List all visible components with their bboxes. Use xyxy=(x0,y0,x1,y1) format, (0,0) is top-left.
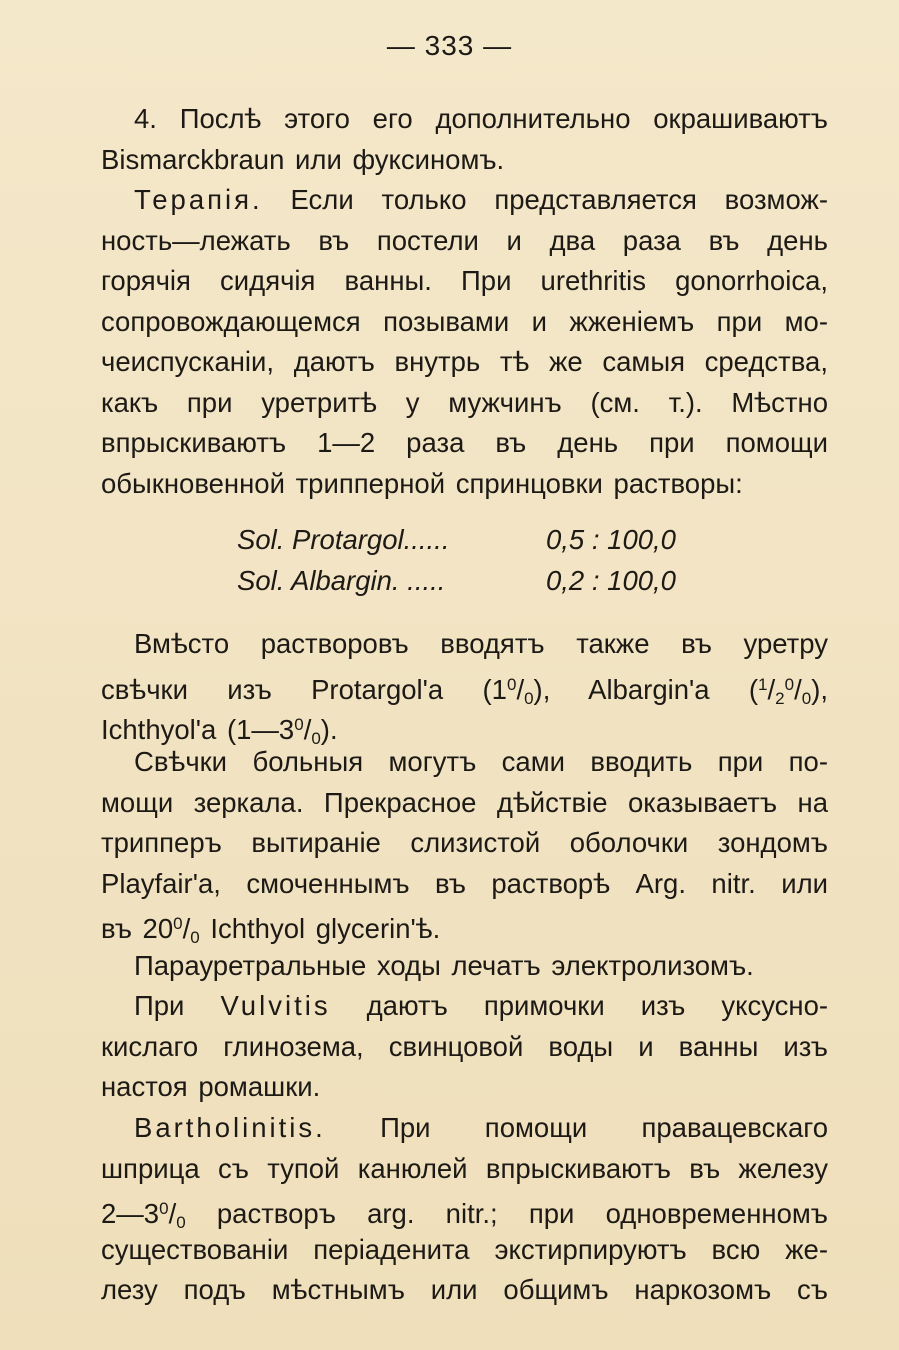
text-line: При Vulvitis даютъ примочки изъ уксусно- xyxy=(134,990,829,1021)
page-number: — 333 — xyxy=(386,30,513,61)
text-line: Терапія. Если только представляется возмож- xyxy=(134,184,829,215)
paragraph-paraurethral xyxy=(101,946,828,987)
prescription-row xyxy=(0,520,899,561)
section-heading: Терапія. xyxy=(134,184,263,215)
text-line: Парауретральные ходы лечатъ электролизомъ. xyxy=(134,950,754,981)
paragraph-staining xyxy=(101,99,828,180)
paragraph-bartholinitis xyxy=(101,1108,828,1311)
text-line: чеиспусканіи, даютъ внутрь тѣ же самыя средства, xyxy=(101,346,828,377)
paragraph-vulvitis xyxy=(101,986,828,1108)
prescription-list xyxy=(0,520,899,601)
prescription-value: 0,5 : 100,0 xyxy=(546,524,676,555)
prescription-value: 0,2 : 100,0 xyxy=(546,564,676,596)
text-line: Вмѣсто растворовъ вводятъ также въ уретру xyxy=(134,628,828,659)
text-line: Ichthyol'a $(1—3^0/_0)$. xyxy=(101,714,338,748)
text-line: ность—лежать въ постели и два раза въ день xyxy=(101,224,828,256)
text-line: сопровождающемся позывами и жженіемъ при мо- xyxy=(101,305,828,337)
paragraph-self-administration xyxy=(101,742,828,945)
text-line: Bartholinitis. При помощи правацевскаго xyxy=(134,1112,828,1143)
prescription-name: Sol. Protargol...... xyxy=(237,524,450,555)
text-line: шприца съ тупой канюлей впрыскиваютъ въ железу xyxy=(101,1152,828,1184)
text-line: свѣчки изъ Protargol'a $(1^0/_0)$, Albargin'a $(^1/_2^0/_0)$, xyxy=(101,673,828,708)
paragraph-therapy xyxy=(101,180,828,504)
term-vulvitis: Vulvitis xyxy=(220,990,331,1021)
text-line: лезу подъ мѣстнымъ или общимъ наркозомъ съ xyxy=(101,1274,828,1305)
prescription-row xyxy=(0,561,899,602)
text-line: какъ при уретритѣ у мужчинъ (см. т.). Мѣстно xyxy=(101,386,828,418)
text-line: Свѣчки больныя могутъ сами вводить при по- xyxy=(134,746,828,777)
paragraph-suppositories xyxy=(101,624,828,746)
text-line: Bismarckbraun или фуксиномъ. xyxy=(101,143,505,175)
text-line: горячія сидячія ванны. При urethritis gonorrhoica, xyxy=(101,265,828,296)
text-line: кислаго глинозема, свинцовой воды и ванны изъ xyxy=(101,1030,828,1062)
text-line: Playfair'a, смоченнымъ въ растворѣ Arg. nitr. или xyxy=(101,867,828,899)
prescription-name: Sol. Albargin. ..... xyxy=(237,564,446,596)
text-line: существованіи періаденита экстирпируютъ всю же- xyxy=(101,1233,828,1265)
text-line: въ $20^0/_0$ Ichthyol glycerin'ѣ. xyxy=(101,913,441,947)
text-line: трипперъ вытираніе слизистой оболочки зондомъ xyxy=(101,827,828,858)
text-line: впрыскиваютъ 1—2 раза въ день при помощи xyxy=(101,427,828,458)
text-line: обыкновенной трипперной спринцовки растворы: xyxy=(101,467,743,499)
text-line: настоя ромашки. xyxy=(101,1071,321,1102)
text-line: $2—3^0/_0$ растворъ arg. nitr.; при одновременномъ xyxy=(101,1198,828,1232)
text-line: мощи зеркала. Прекрасное дѣйствіе оказываетъ на xyxy=(101,786,828,818)
term-bartholinitis: Bartholinitis. xyxy=(134,1112,326,1143)
text-line: 4. Послѣ этого его дополнительно окрашиваютъ xyxy=(134,103,828,134)
